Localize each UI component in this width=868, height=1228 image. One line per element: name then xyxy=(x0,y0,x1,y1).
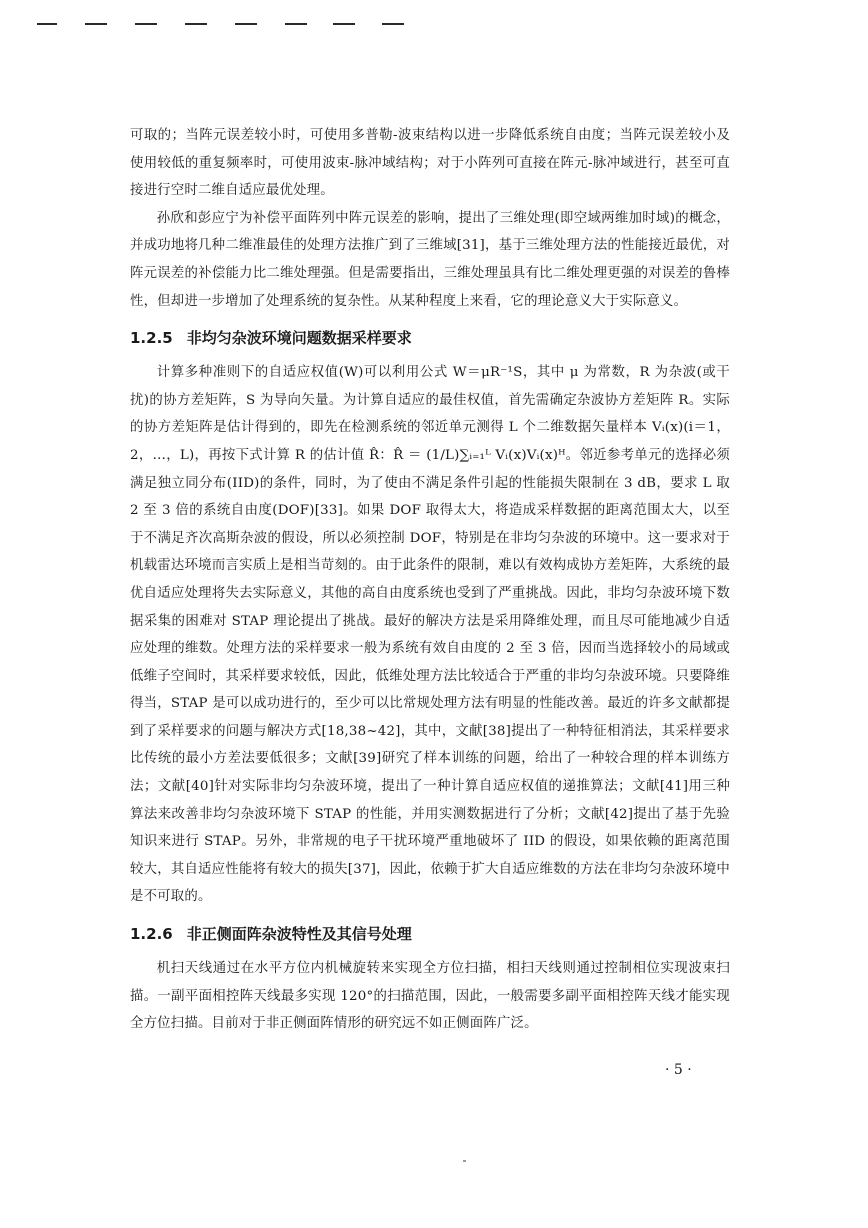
scan-speck xyxy=(463,1160,466,1162)
page-number: · 5 · xyxy=(665,1062,692,1078)
section-title: 非正侧面阵杂波特性及其信号处理 xyxy=(186,925,412,944)
section-heading xyxy=(130,323,730,353)
paragraph: 可取的；当阵元误差较小时，可使用多普勒-波束结构以进一步降低系统自由度；当阵元误差较小及使用较低的重复频率时，可使用波束-脉冲域结构；对于小阵列可直接在阵元-脉冲域进行，甚至可直接进行空时二维自适应最优处理。 xyxy=(130,128,730,199)
section-number: 1.2.6 xyxy=(130,925,173,944)
paragraph: 计算多种准则下的自适应权值(W)可以利用公式 W＝μR⁻¹S，其中 μ 为常数，R 为杂波(或干扰)的协方差矩阵，S 为导向矢量。为计算自适应的最佳权值，首先需确定杂波协方差矩阵 R。实际的协方差矩阵是估计得到的，即先在检测系统的邻近单元测得 L 个二维数据矢量样本 Vᵢ(x)(i＝1，2，…，L)，再按下式计算 R 的估计值 R̂：R̂ ＝ (1/L)∑ᵢ₌₁ᴸ Vᵢ(x)Vᵢ(x)ᴴ。邻近参考单元的选择必须满足独立同分布(IID)的条件，同时，为了使由不满足条件引起的性能损失限制在 3 dB，要求 L 取 2 至 3 倍的系统自由度(DOF)[33]。如果 DOF 取得太大，将造成采样数据的距离范围太大，以至于不满足齐次高斯杂波的假设，所以必须控制 DOF，特别是在非均匀杂波的环境中。这一要求对于机载雷达环境而言实质上是相当苛刻的。由于此条件的限制，难以有效构成协方差矩阵，大系统的最优自适应处理将失去实际意义，其他的高自由度系统也受到了严重挑战。因此，非均匀杂波环境下数据采集的困难对 STAP 理论提出了挑战。最好的解决方法是采用降维处理，而且尽可能地减少自适应处理的维数。处理方法的采样要求一般为系统有效自由度的 2 至 3 倍，因而当选择较小的局域或低维子空间时，其采样要求较低，因此，低维处理方法比较适合于严重的非均匀杂波环境。只要降维得当，STAP 是可以成功进行的，至少可以比常规处理方法有明显的性能改善。最近的许多文献都提到了采样要求的问题与解决方式[18,38~42]，其中，文献[38]提出了一种特征相消法，其采样要求比传统的最小方差法要低很多；文献[39]研究了样本训练的问题，给出了一种较合理的样本训练方法；文献[40]针对实际非均匀杂波环境，提出了一种计算自适应权值的递推算法；文献[41]用三种算法来改善非均匀杂波环境下 STAP 的性能，并用实测数据进行了分析；文献[42]提出了基于先验知识来进行 STAP。另外，非常规的电子干扰环境严重地破坏了 IID 的假设，如果依赖的距离范围较大，其自适应性能将有较大的损失[37]，因此，依赖于扩大自适应维数的方法在非均匀杂波环境中是不可取的。 xyxy=(130,365,730,905)
section-number: 1.2.5 xyxy=(130,329,173,348)
page-body xyxy=(130,122,730,1038)
section-heading xyxy=(130,919,730,949)
section-title: 非均匀杂波环境问题数据采样要求 xyxy=(186,329,412,348)
paragraph: 机扫天线通过在水平方位内机械旋转来实现全方位扫描，相扫天线则通过控制相位实现波束扫描。一副平面相控阵天线最多实现 120°的扫描范围，因此，一般需要多副平面相控阵天线才能实现全方位扫描。目前对于非正侧面阵情形的研究远不如正侧面阵广泛。 xyxy=(130,961,730,1032)
paragraph: 孙欣和彭应宁为补偿平面阵列中阵元误差的影响，提出了三维处理(即空域两维加时域)的概念，并成功地将几种二维准最佳的处理方法推广到了三维域[31]，基于三维处理方法的性能接近最优，对阵元误差的补偿能力比二维处理强。但是需要指出，三维处理虽具有比二维处理更强的对误差的鲁棒性，但却进一步增加了处理系统的复杂性。从某种程度上来看，它的理论意义大于实际意义。 xyxy=(130,210,730,309)
